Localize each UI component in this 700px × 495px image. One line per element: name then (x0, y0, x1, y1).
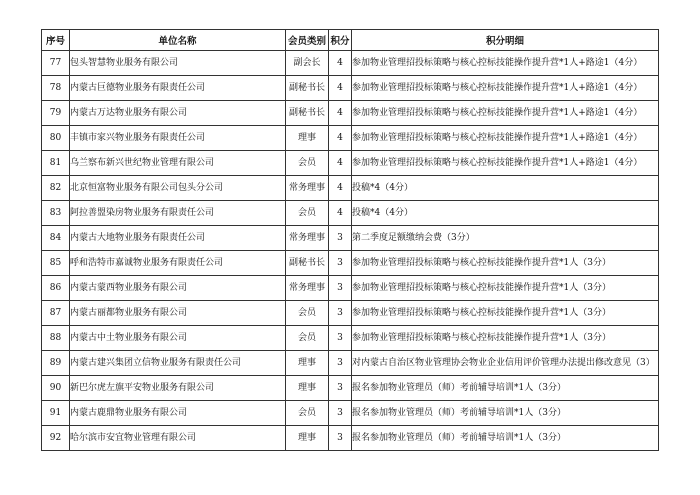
table-row (42, 401, 659, 426)
table-row (42, 301, 659, 326)
company-name: 内蒙古巨德物业服务有限责任公司 (70, 76, 286, 101)
points-value: 3 (329, 376, 352, 401)
company-name: 内蒙古中土物业服务有限公司 (70, 326, 286, 351)
header-points: 积分 (329, 30, 352, 51)
table-row (42, 201, 659, 226)
row-number: 78 (42, 76, 70, 101)
company-name: 乌兰察布新兴世纪物业管理有限公司 (70, 151, 286, 176)
row-number: 79 (42, 101, 70, 126)
row-number: 91 (42, 401, 70, 426)
points-value: 4 (329, 176, 352, 201)
member-type: 理事 (286, 351, 329, 376)
row-number: 89 (42, 351, 70, 376)
points-value: 4 (329, 126, 352, 151)
points-value: 3 (329, 401, 352, 426)
points-value: 4 (329, 76, 352, 101)
points-value: 3 (329, 326, 352, 351)
member-type: 会员 (286, 151, 329, 176)
points-detail: 参加物业管理招投标策略与核心控标技能操作提升营*1人+路途1（4分） (352, 151, 659, 176)
company-name: 内蒙古丽都物业服务有限公司 (70, 301, 286, 326)
points-detail: 投稿*4（4分） (352, 201, 659, 226)
member-type: 副秘书长 (286, 76, 329, 101)
company-name: 内蒙古蒙西物业服务有限公司 (70, 276, 286, 301)
points-detail: 参加物业管理招投标策略与核心控标技能操作提升营*1人（3分） (352, 276, 659, 301)
header-detail: 积分明细 (352, 30, 659, 51)
points-detail: 参加物业管理招投标策略与核心控标技能操作提升营*1人+路途1（4分） (352, 126, 659, 151)
row-number: 90 (42, 376, 70, 401)
company-name: 阿拉善盟染房物业服务有限责任公司 (70, 201, 286, 226)
row-number: 82 (42, 176, 70, 201)
member-type: 副会长 (286, 51, 329, 76)
table-row (42, 101, 659, 126)
points-detail: 报名参加物业管理员（师）考前辅导培训*1人（3分） (352, 401, 659, 426)
member-type: 常务理事 (286, 276, 329, 301)
points-detail: 参加物业管理招投标策略与核心控标技能操作提升营*1人+路途1（4分） (352, 51, 659, 76)
company-name: 哈尔滨市安宜物业管理有限公司 (70, 426, 286, 451)
points-value: 3 (329, 426, 352, 451)
points-detail: 第二季度足额缴纳会费（3分） (352, 226, 659, 251)
company-name: 内蒙古鹿鼎物业服务有限公司 (70, 401, 286, 426)
header-type: 会员类别 (286, 30, 329, 51)
company-name: 内蒙古建兴集团立信物业服务有限责任公司 (70, 351, 286, 376)
points-value: 3 (329, 301, 352, 326)
points-value: 3 (329, 276, 352, 301)
points-detail: 参加物业管理招投标策略与核心控标技能操作提升营*1人+路途1（4分） (352, 76, 659, 101)
member-type: 副秘书长 (286, 101, 329, 126)
member-type: 常务理事 (286, 176, 329, 201)
row-number: 86 (42, 276, 70, 301)
company-name: 丰镇市家兴物业服务有限责任公司 (70, 126, 286, 151)
row-number: 81 (42, 151, 70, 176)
table-row (42, 326, 659, 351)
company-name: 包头智慧物业服务有限公司 (70, 51, 286, 76)
member-type: 会员 (286, 326, 329, 351)
points-detail: 对内蒙古自治区物业管理协会物业企业信用评价管理办法提出修改意见（3） (352, 351, 659, 376)
member-type: 常务理事 (286, 226, 329, 251)
table-row (42, 426, 659, 451)
company-name: 内蒙古万达物业服务有限公司 (70, 101, 286, 126)
company-name: 北京恒富物业服务有限公司包头分公司 (70, 176, 286, 201)
table-row (42, 151, 659, 176)
table-row (42, 51, 659, 76)
company-name: 新巴尔虎左旗平安物业服务有限公司 (70, 376, 286, 401)
points-detail: 参加物业管理招投标策略与核心控标技能操作提升营*1人+路途1（4分） (352, 101, 659, 126)
row-number: 85 (42, 251, 70, 276)
points-value: 3 (329, 351, 352, 376)
table-row (42, 126, 659, 151)
table-row (42, 226, 659, 251)
company-name: 内蒙古大地物业服务有限责任公司 (70, 226, 286, 251)
row-number: 80 (42, 126, 70, 151)
row-number: 88 (42, 326, 70, 351)
points-detail: 投稿*4（4分） (352, 176, 659, 201)
company-name: 呼和浩特市嘉诚物业服务有限责任公司 (70, 251, 286, 276)
row-number: 77 (42, 51, 70, 76)
member-type: 会员 (286, 301, 329, 326)
header-no: 序号 (42, 30, 70, 51)
member-type: 理事 (286, 426, 329, 451)
points-value: 4 (329, 151, 352, 176)
points-detail: 参加物业管理招投标策略与核心控标技能操作提升营*1人（3分） (352, 301, 659, 326)
row-number: 92 (42, 426, 70, 451)
points-value: 3 (329, 251, 352, 276)
table-row (42, 276, 659, 301)
points-detail: 报名参加物业管理员（师）考前辅导培训*1人（3分） (352, 426, 659, 451)
table-row (42, 176, 659, 201)
row-number: 87 (42, 301, 70, 326)
points-detail: 参加物业管理招投标策略与核心控标技能操作提升营*1人（3分） (352, 326, 659, 351)
points-detail: 参加物业管理招投标策略与核心控标技能操作提升营*1人（3分） (352, 251, 659, 276)
points-detail: 报名参加物业管理员（师）考前辅导培训*1人（3分） (352, 376, 659, 401)
table-row (42, 351, 659, 376)
points-value: 4 (329, 51, 352, 76)
header-name: 单位名称 (70, 30, 286, 51)
table-row (42, 376, 659, 401)
row-number: 84 (42, 226, 70, 251)
header-row (42, 30, 659, 51)
points-value: 4 (329, 201, 352, 226)
points-table (41, 29, 659, 451)
points-value: 4 (329, 101, 352, 126)
table-row (42, 251, 659, 276)
member-type: 会员 (286, 401, 329, 426)
table-row (42, 76, 659, 101)
member-type: 理事 (286, 376, 329, 401)
member-type: 副秘书长 (286, 251, 329, 276)
member-type: 理事 (286, 126, 329, 151)
points-value: 3 (329, 226, 352, 251)
row-number: 83 (42, 201, 70, 226)
member-type: 会员 (286, 201, 329, 226)
